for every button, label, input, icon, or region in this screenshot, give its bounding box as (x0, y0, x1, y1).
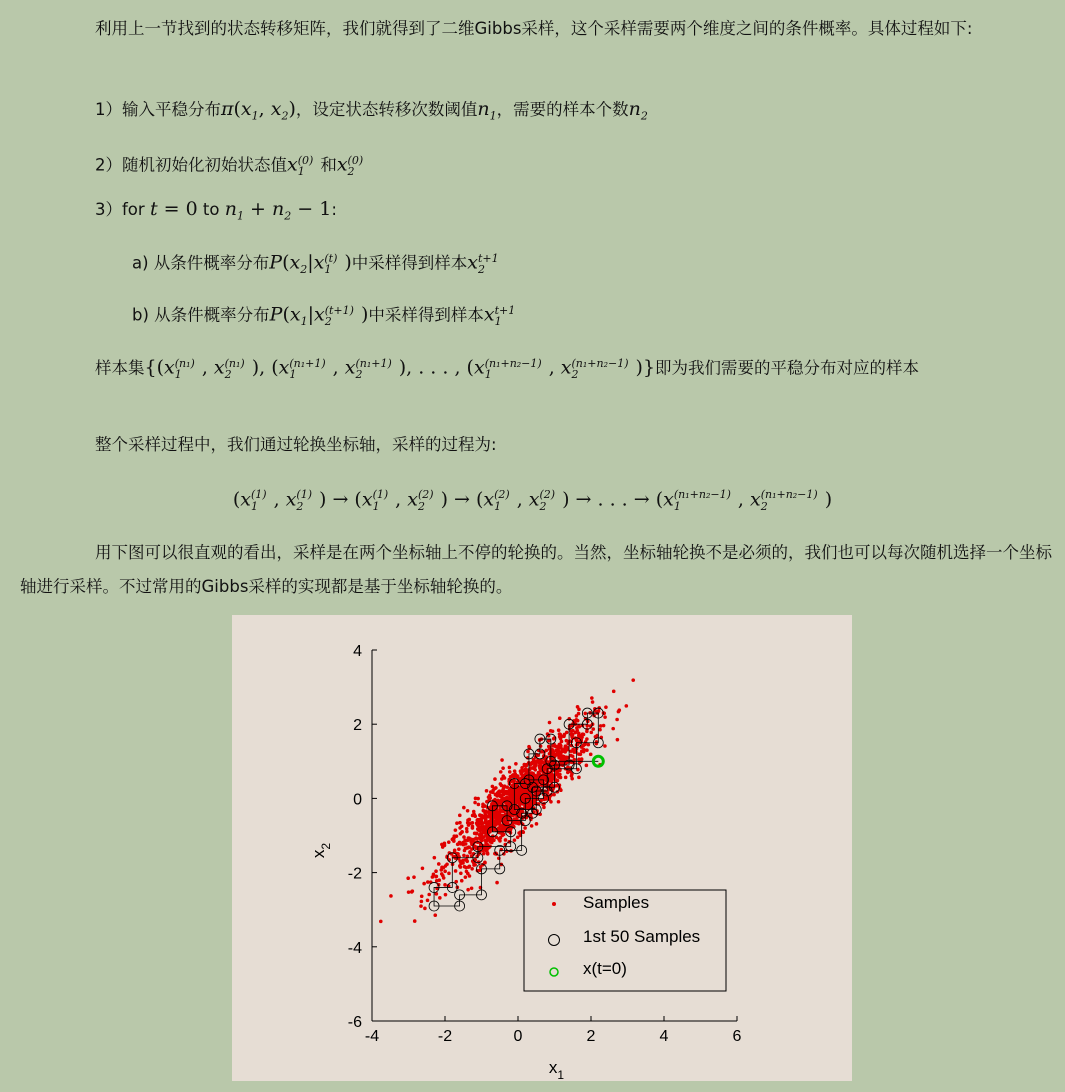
sample-point (604, 705, 608, 709)
sample-point (467, 845, 471, 849)
sample-point (625, 704, 629, 708)
sample-point (550, 774, 554, 778)
sample-point (572, 750, 576, 754)
sample-point (454, 828, 458, 832)
sample-point (512, 775, 516, 779)
sample-point (499, 782, 503, 786)
sample-point (501, 793, 505, 797)
sample-point (492, 838, 496, 842)
sample-point (458, 814, 462, 818)
sample-point (496, 815, 500, 819)
sample-point (468, 864, 472, 868)
sample-point (530, 762, 534, 766)
sample-point (577, 732, 581, 736)
sample-point (576, 705, 580, 709)
step-3: 3）for t = 0 to $n_1 + n_2 - 1$: (95, 198, 337, 223)
sample-point (523, 826, 527, 830)
sample-point (451, 837, 455, 841)
sample-point (463, 849, 467, 853)
sample-point (443, 869, 447, 873)
sample-point (470, 838, 474, 842)
sample-point (410, 890, 414, 894)
sample-point (591, 700, 595, 704)
sample-point (532, 765, 536, 769)
x-axis-label: $x_1$ (548, 1058, 565, 1081)
sample-point (473, 801, 477, 805)
sample-point (500, 799, 504, 803)
sample-point (561, 748, 565, 752)
sample-point (447, 840, 451, 844)
sample-point (465, 870, 469, 874)
sample-point (501, 774, 505, 778)
sample-point (597, 709, 601, 713)
sample-point (515, 795, 519, 799)
sample-point (503, 784, 507, 788)
sample-point (413, 919, 417, 923)
step3-text: 3）for (95, 200, 150, 219)
sample-point (475, 846, 479, 850)
sample-point (479, 825, 483, 829)
legend-label: x(t=0) (583, 959, 627, 978)
sample-point (500, 758, 504, 762)
sample-set-paragraph: 样本集{($x_1^{(n_1)}$ , $x_2^{(n_1)}$ ), ($x_1^{(n_1+1)}$ , $x_2^{(n_1+1)}$ ), . . . , ($x_1^{(n_1+n_2-1)}$ , $x_2^{(n_1+n_2-1)}$ )}即为我们需要的平稳分布对应的样本 (95, 356, 920, 381)
x-tick-label: -2 (437, 1028, 453, 1045)
sample-point (488, 830, 492, 834)
sample-point (459, 872, 463, 876)
sample-point (406, 876, 410, 880)
sample-point (474, 797, 478, 801)
scatter-chart (232, 615, 852, 1081)
sample-point (615, 718, 619, 722)
sample-point (464, 842, 468, 846)
sample-point (530, 824, 534, 828)
sample-point (458, 864, 462, 868)
sample-point (482, 835, 486, 839)
sample-point (480, 832, 484, 836)
x-tick-label: -4 (364, 1028, 380, 1045)
sampling-sequence-formula: ($x_1^{(1)}$ , $x_2^{(1)}$ ) → ($x_1^{(1)}$ , $x_2^{(2)}$ ) → ($x_1^{(2)}$ , $x_2^{(2)}$ ) → . . . → ($x_1^{(n_1+n_2-1)}$ , $x_2^{(n_1+n_2-1)}$ ) (232, 488, 833, 514)
sample-point (583, 712, 587, 716)
sample-point (516, 774, 520, 778)
sample-point (458, 826, 462, 830)
sample-point (590, 696, 594, 700)
sample-point (500, 814, 504, 818)
sample-point (426, 880, 430, 884)
sample-point (585, 764, 589, 768)
sample-point (468, 851, 472, 855)
stepa-text: a) 从条件概率分布 (132, 253, 270, 273)
sample-point (447, 872, 451, 876)
y-tick-label: -6 (347, 1014, 362, 1031)
axes-paragraph: 整个采样过程中，我们通过轮换坐标轴，采样的过程为: (95, 435, 497, 454)
sample-point (577, 712, 581, 716)
sample-point (559, 744, 563, 748)
sample-point (617, 710, 621, 714)
sample-point (570, 774, 574, 778)
sample-point (580, 735, 584, 739)
y-tick-label: 4 (353, 643, 362, 660)
sample-point (462, 854, 466, 858)
sample-point (537, 771, 541, 775)
y-tick-label: -4 (347, 939, 362, 957)
sample-point (539, 744, 543, 748)
sample-point (470, 886, 474, 890)
sample-point (493, 777, 497, 781)
sample-point (524, 767, 528, 771)
sample-point (491, 785, 495, 789)
sample-point (552, 793, 556, 797)
sample-point (558, 755, 562, 759)
sample-point (599, 724, 603, 728)
sample-point (513, 838, 517, 842)
sample-point (440, 872, 444, 876)
sample-point (499, 836, 503, 840)
sample-point (616, 738, 620, 742)
sample-point (509, 849, 513, 853)
sample-point (454, 869, 458, 873)
legend-marker-samples (552, 902, 556, 906)
sample-point (500, 790, 504, 794)
sample-point (587, 743, 591, 747)
sample-point (445, 862, 449, 866)
sample-point (485, 822, 489, 826)
sample-point (486, 852, 490, 856)
y-axis-label: $x_2$ (309, 842, 333, 859)
sample-point (440, 865, 444, 869)
gibbs-sampling-figure (232, 615, 852, 1081)
gibbs-path (434, 713, 598, 906)
sample-point (491, 791, 495, 795)
sample-point (434, 869, 438, 873)
sample-point (533, 799, 537, 803)
sample-point (581, 744, 585, 748)
sample-point (504, 838, 508, 842)
sample-point (535, 822, 539, 826)
sample-point (612, 690, 616, 694)
step1-mid: ，设定状态转移次数阈值 (295, 100, 478, 119)
sample-point (476, 822, 480, 826)
stepa-suffix: 中采样得到样本 (351, 253, 468, 273)
sample-point (577, 776, 581, 780)
sample-point (462, 835, 466, 839)
sample-point (421, 866, 425, 870)
sample-point (465, 827, 469, 831)
sample-point (558, 732, 562, 736)
sample-point (508, 788, 512, 792)
sample-point (538, 766, 542, 770)
sample-point (497, 826, 501, 830)
sample-point (540, 761, 544, 765)
y-tick-label: 2 (353, 717, 362, 735)
sample-point (455, 821, 459, 825)
sample-point (527, 745, 531, 749)
sample-point (466, 809, 470, 813)
sample-point (591, 727, 595, 731)
sample-point (611, 727, 615, 731)
sample-point (582, 748, 586, 752)
intro-paragraph: 利用上一节找到的状态转移矩阵，我们就得到了二维Gibbs采样，这个采样需要两个维度之间的条件概率。具体过程如下: (95, 19, 973, 38)
sample-point (444, 893, 448, 897)
sample-point (389, 894, 393, 898)
sample-point (570, 729, 574, 733)
y-tick-label: -2 (347, 865, 362, 883)
sample-point (550, 750, 554, 754)
sample-point (438, 896, 442, 900)
step-b: b) 从条件概率分布$P(x_1|x_2^{(t+1)}$ )中采样得到样本$x_1^{t+1}$ (132, 303, 516, 328)
sample-point (519, 769, 523, 773)
sample-point (517, 786, 521, 790)
sample-point (566, 771, 570, 775)
sample-point (471, 826, 475, 830)
step2-and: 和 (320, 155, 337, 175)
sample-point (426, 899, 430, 903)
sample-point (577, 725, 581, 729)
sample-point (453, 849, 457, 853)
sample-point (473, 814, 477, 818)
sample-point (489, 814, 493, 818)
x-tick-label: 4 (659, 1028, 669, 1045)
sample-point (442, 876, 446, 880)
sample-point (558, 716, 562, 720)
sample-point (498, 805, 502, 809)
sample-point (487, 838, 491, 842)
sample-point (462, 806, 466, 810)
sample-point (457, 847, 461, 851)
sample-point (575, 738, 579, 742)
sample-point (412, 875, 416, 879)
sample-point (431, 875, 435, 879)
x-tick-label: 6 (732, 1028, 742, 1045)
sample-point (468, 818, 472, 822)
sample-point (559, 776, 563, 780)
step-1: 1）输入平稳分布$\pi(x_1$, $x_2$)，设定状态转移次数阈值$n_1$，需要的样本个数$n_2$ (95, 98, 648, 123)
sample-point (437, 862, 441, 866)
sample-point (474, 837, 478, 841)
sample-point (443, 844, 447, 848)
sample-point (508, 770, 512, 774)
sample-point (551, 729, 555, 733)
sample-point (379, 920, 383, 924)
sample-point (482, 852, 486, 856)
sample-point (476, 818, 480, 822)
sample-point (553, 753, 557, 757)
sample-point (500, 819, 504, 823)
sample-point (423, 907, 427, 911)
sample-point (443, 883, 447, 887)
sample-point (557, 728, 561, 732)
sample-point (407, 890, 411, 894)
x-tick-label: 2 (586, 1028, 596, 1045)
sample-point (585, 748, 589, 752)
sample-point (516, 835, 520, 839)
sample-point (422, 882, 426, 886)
step3-suffix: : (331, 200, 337, 219)
sample-point (495, 881, 499, 885)
sample-point (466, 888, 470, 892)
sample-point (485, 789, 489, 793)
sample-point (419, 904, 423, 908)
sample-point (487, 844, 491, 848)
sample-point (498, 839, 502, 843)
sample-point (598, 728, 602, 732)
sample-point (548, 747, 552, 751)
y-tick-label: 0 (353, 791, 362, 809)
sample-point (551, 777, 555, 781)
sample-point (508, 766, 512, 770)
sample-point (463, 839, 467, 843)
sample-point (477, 803, 481, 807)
sample-point (542, 802, 546, 806)
step-2: 2）随机初始化初始状态值$x_1^{(0)}$ 和$x_2^{(0)}$ (95, 153, 364, 178)
sample-point (589, 731, 593, 735)
sampleset-suffix: 即为我们需要的平稳分布对应的样本 (655, 358, 920, 378)
sample-point (459, 832, 463, 836)
sample-point (483, 810, 487, 814)
sample-point (494, 786, 498, 790)
sample-point (460, 879, 464, 883)
sample-point (589, 753, 593, 757)
sample-point (478, 813, 482, 817)
legend-label: 1st 50 Samples (583, 927, 701, 946)
sample-point (470, 867, 474, 871)
sample-point (558, 751, 562, 755)
sample-point (562, 734, 566, 738)
sample-point (434, 875, 438, 879)
sample-point (513, 769, 517, 773)
sample-point (433, 856, 437, 860)
sample-point (420, 900, 424, 904)
sample-point (481, 805, 485, 809)
x-tick-label: 0 (513, 1028, 523, 1045)
sample-point (474, 832, 478, 836)
sample-point (557, 800, 561, 804)
sample-point (420, 894, 424, 898)
sample-point (495, 792, 499, 796)
sample-point (468, 874, 472, 878)
sample-point (467, 836, 471, 840)
sample-point (564, 776, 568, 780)
sample-point (459, 842, 463, 846)
sample-point (577, 752, 581, 756)
sample-point (525, 763, 529, 767)
sample-point (458, 821, 462, 825)
step1-text: 1）输入平稳分布 (95, 100, 221, 119)
sample-point (499, 770, 503, 774)
sample-point (435, 879, 439, 883)
sample-point (501, 766, 505, 770)
sample-point (567, 717, 571, 721)
sample-point (466, 821, 470, 825)
figure-paragraph: 用下图可以很直观的看出，采样是在两个坐标轴上不停的轮换的。当然，坐标轴轮换不是必须的，我们也可以每次随机选择一个坐标轴进行采样。不过常用的Gibbs采样的实现都是基于坐标轴轮换的。 (20, 543, 1052, 596)
sample-point (497, 812, 501, 816)
sample-point (461, 861, 465, 865)
step2-text: 2）随机初始化初始状态值 (95, 155, 287, 175)
sample-point (472, 810, 476, 814)
sample-point (603, 744, 607, 748)
sample-point (567, 756, 571, 760)
sample-point (433, 913, 437, 917)
step-a: a) 从条件概率分布$P(x_2|x_1^{(t)}$ )中采样得到样本$x_2^{t+1}$ (132, 251, 499, 276)
sample-point (464, 875, 468, 879)
sample-point (514, 762, 518, 766)
step3-to: to (197, 200, 225, 219)
legend-label: Samples (583, 893, 650, 912)
sample-point (471, 821, 475, 825)
sampleset-text: 样本集 (95, 358, 145, 378)
sample-point (490, 804, 494, 808)
sample-point (427, 893, 431, 897)
sample-point (526, 750, 530, 754)
sample-point (603, 715, 607, 719)
sample-point (483, 860, 487, 864)
stepb-text: b) 从条件概率分布 (132, 305, 270, 325)
sample-point (571, 754, 575, 758)
stepb-suffix: 中采样得到样本 (368, 305, 484, 325)
sample-point (509, 828, 513, 832)
sample-point (631, 678, 635, 682)
step1-mid2: ，需要的样本个数 (496, 100, 629, 119)
sample-point (480, 828, 484, 832)
sample-point (548, 721, 552, 725)
